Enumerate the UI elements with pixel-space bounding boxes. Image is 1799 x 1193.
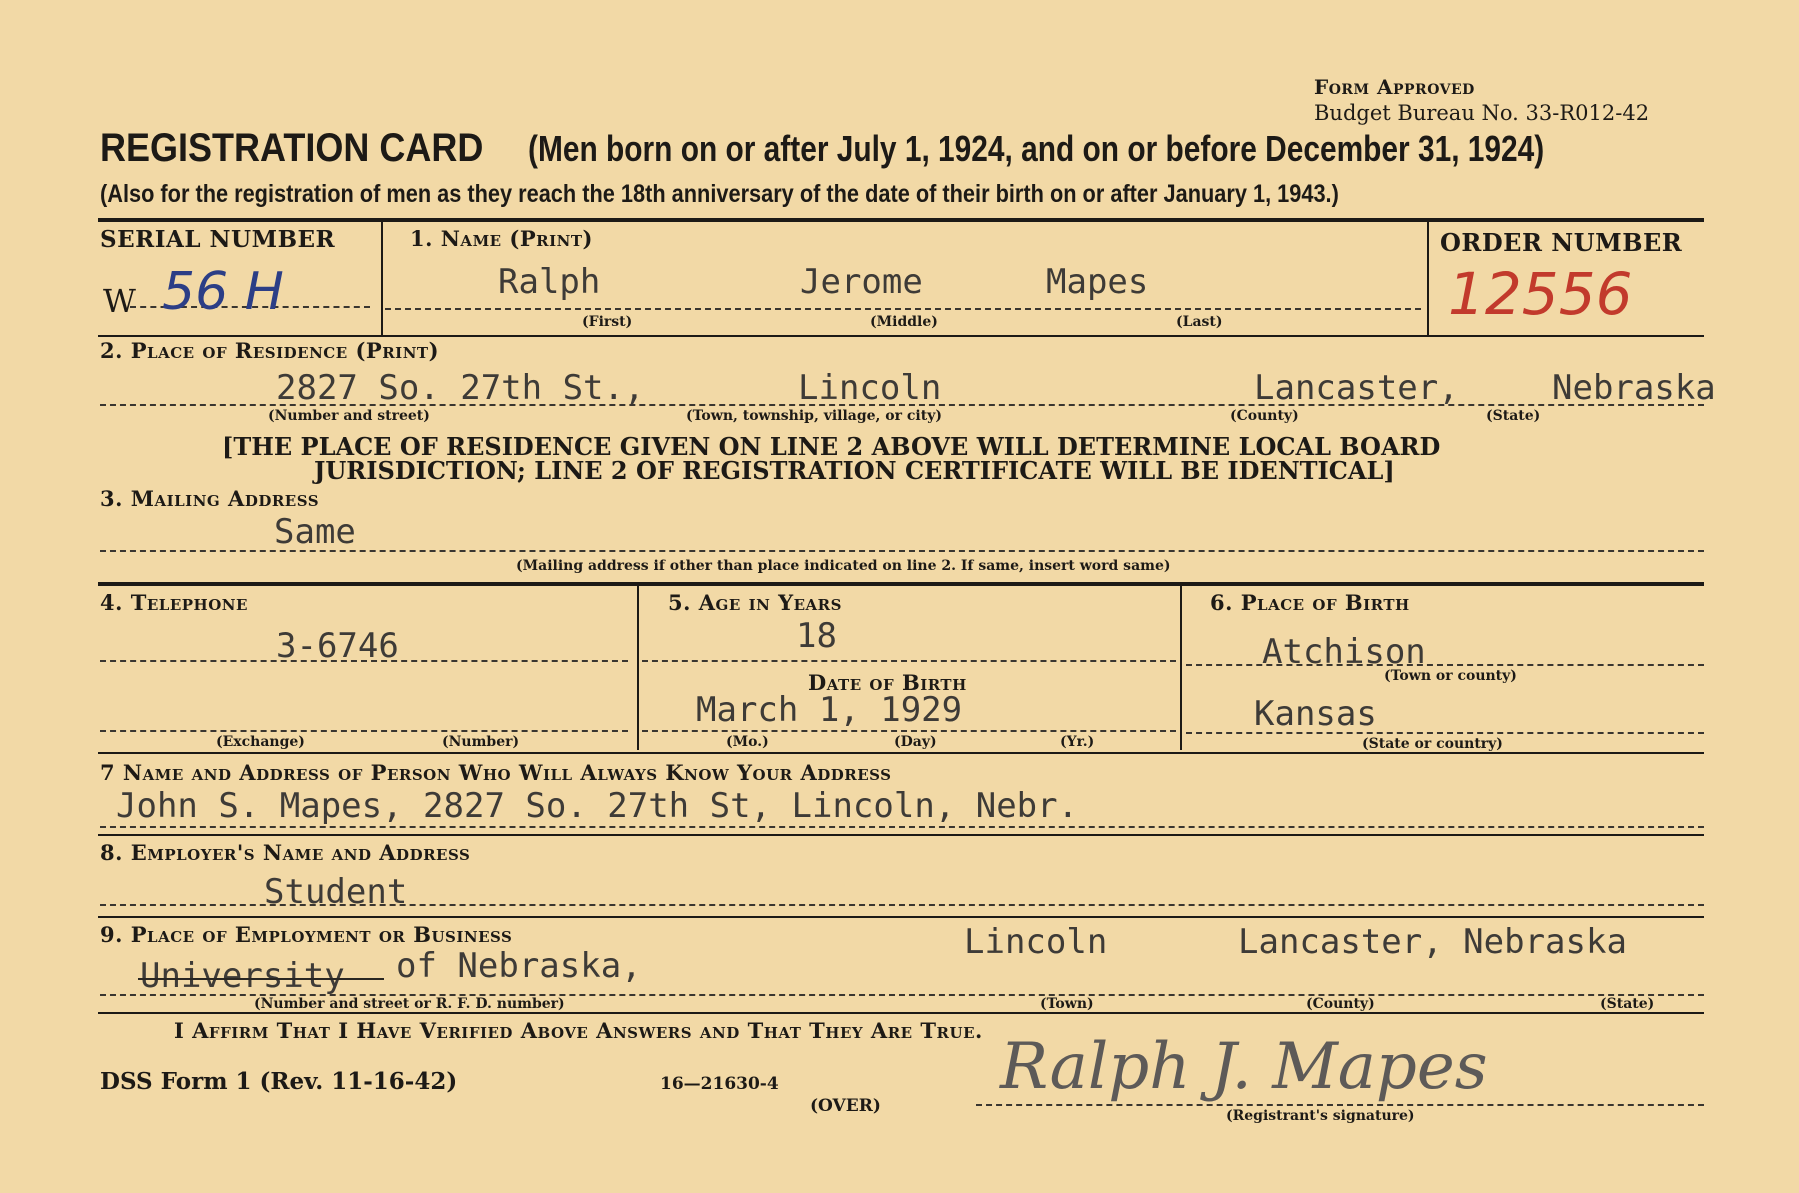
- card-title-range: (Men born on or after July 1, 1924, and on or before December 31, 1924): [528, 128, 1545, 169]
- caption-first: (First): [582, 314, 633, 330]
- name-last: Mapes: [1046, 262, 1149, 302]
- residence-town: Lincoln: [798, 368, 942, 408]
- contact-line: [100, 826, 1704, 828]
- caption-street: (Number and street): [268, 408, 430, 424]
- birthplace-state: Kansas: [1254, 694, 1377, 734]
- caption-state-country: (State or country): [1362, 736, 1503, 752]
- divider: [1427, 220, 1429, 336]
- card-subtitle: (Also for the registration of men as they reach the 18th anniversary of the date of their birth on or after January 1, 1943.): [100, 180, 1339, 208]
- employment-county-state: Lancaster, Nebraska: [1238, 922, 1627, 962]
- caption-middle: (Middle): [870, 314, 938, 330]
- strike-through: [138, 978, 384, 980]
- affirmation: I Affirm That I Have Verified Above Answers and That They Are True.: [174, 1018, 983, 1043]
- age-label: 5. Age in Years: [668, 590, 842, 615]
- over-note: (OVER): [810, 1096, 881, 1116]
- residence-notice-2: JURISDICTION; LINE 2 OF REGISTRATION CERTIFICATE WILL BE IDENTICAL]: [314, 456, 1395, 485]
- name-first: Ralph: [498, 262, 601, 302]
- registrant-signature: Ralph J. Mapes: [1000, 1030, 1488, 1104]
- telephone-label: 4. Telephone: [100, 590, 248, 615]
- age-line: [642, 660, 1176, 662]
- caption-employment-town: (Town): [1040, 996, 1094, 1012]
- order-label: ORDER NUMBER: [1440, 228, 1683, 257]
- caption-employment-county: (County): [1306, 996, 1375, 1012]
- caption-county: (County): [1230, 408, 1299, 424]
- dob-label: Date of Birth: [808, 670, 967, 695]
- residence-state: Nebraska: [1552, 368, 1716, 408]
- caption-state: (State): [1486, 408, 1541, 424]
- rule: [98, 582, 1704, 586]
- serial-label: SERIAL NUMBER: [100, 226, 336, 253]
- caption-employment-street: (Number and street or R. F. D. number): [254, 996, 565, 1012]
- residence-label: 2. Place of Residence (Print): [100, 338, 440, 363]
- telephone-value: 3-6746: [276, 626, 399, 666]
- divider: [381, 220, 383, 336]
- employment-street-rest: of Nebraska,: [396, 946, 642, 986]
- mailing-caption: (Mailing address if other than place indicated on line 2. If same, insert word same): [516, 558, 1171, 574]
- telephone-line-2: [100, 730, 628, 732]
- print-code: 16—21630-4: [660, 1074, 779, 1094]
- order-value: 12556: [1448, 260, 1633, 328]
- employment-label: 9. Place of Employment or Business: [100, 922, 513, 947]
- residence-county: Lancaster,: [1254, 368, 1459, 408]
- rule: [98, 335, 1704, 337]
- rule: [98, 916, 1704, 918]
- birthplace-label: 6. Place of Birth: [1210, 590, 1410, 615]
- rule: [98, 752, 1704, 754]
- age-value: 18: [796, 616, 837, 656]
- form-number: DSS Form 1 (Rev. 11-16-42): [100, 1068, 458, 1095]
- residence-notice-1: [THE PLACE OF RESIDENCE GIVEN ON LINE 2 ABOVE WILL DETERMINE LOCAL BOARD: [222, 432, 1441, 461]
- rule: [98, 834, 1704, 836]
- employer-value: Student: [264, 872, 408, 912]
- signature-caption: (Registrant's signature): [1226, 1108, 1415, 1124]
- serial-value: 56 H: [162, 262, 284, 322]
- name-label: 1. Name (Print): [410, 226, 593, 251]
- birthplace-town: Atchison: [1262, 632, 1426, 672]
- serial-prefix: W: [103, 282, 136, 320]
- name-middle: Jerome: [800, 262, 923, 302]
- name-line: [385, 308, 1421, 310]
- caption-day: (Day): [894, 734, 937, 750]
- divider: [1180, 584, 1182, 750]
- card-title: REGISTRATION CARD: [100, 126, 484, 170]
- employer-label: 8. Employer's Name and Address: [100, 840, 471, 865]
- dob-value: March 1, 1929: [696, 690, 963, 730]
- caption-town-county: (Town or county): [1384, 668, 1517, 684]
- form-approved: Form Approved: [1314, 75, 1475, 99]
- caption-exchange: (Exchange): [216, 734, 305, 750]
- caption-mo: (Mo.): [726, 734, 769, 750]
- budget-bureau: Budget Bureau No. 33-R012-42: [1314, 101, 1650, 125]
- contact-value: John S. Mapes, 2827 So. 27th St, Lincoln, Nebr.: [116, 786, 1079, 826]
- top-rule: [98, 218, 1704, 222]
- divider: [637, 584, 639, 750]
- dob-line: [642, 730, 1176, 732]
- caption-yr: (Yr.): [1060, 734, 1095, 750]
- employment-town: Lincoln: [964, 922, 1108, 962]
- caption-employment-state: (State): [1600, 996, 1655, 1012]
- caption-last: (Last): [1176, 314, 1223, 330]
- residence-street: 2827 So. 27th St.,: [276, 368, 645, 408]
- signature-line: [976, 1104, 1704, 1106]
- rule: [98, 1012, 1704, 1014]
- contact-label: 7 Name and Address of Person Who Will Always Know Your Address: [100, 760, 892, 785]
- caption-number: (Number): [442, 734, 520, 750]
- employment-street: University: [140, 956, 345, 996]
- caption-town: (Town, township, village, or city): [686, 408, 942, 424]
- mailing-value: Same: [274, 512, 356, 552]
- mailing-label: 3. Mailing Address: [100, 486, 320, 511]
